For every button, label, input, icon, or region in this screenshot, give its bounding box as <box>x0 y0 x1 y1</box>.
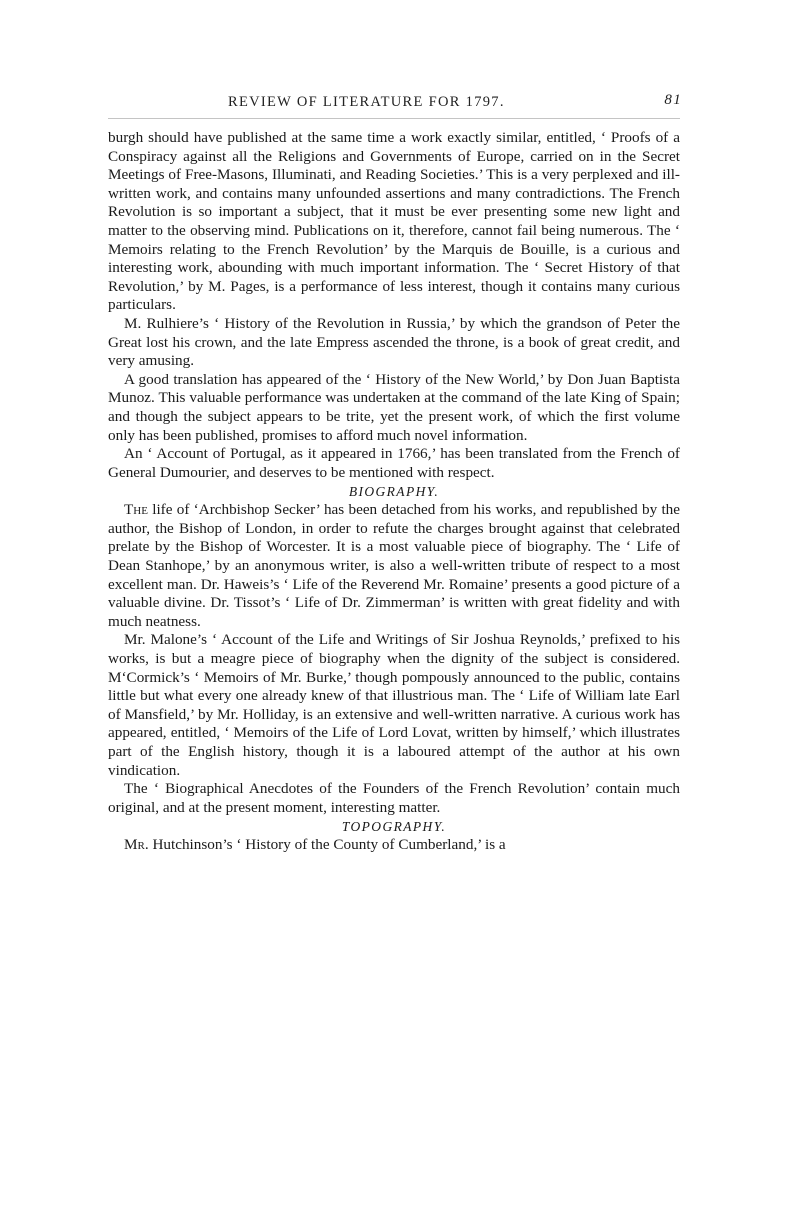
paragraph <box>108 501 680 631</box>
section-heading-topography: TOPOGRAPHY. <box>341 819 447 835</box>
page-number: 81 <box>664 92 682 108</box>
lead-word: Mr. <box>124 836 149 854</box>
body-text <box>108 129 680 855</box>
section-heading-biography: BIOGRAPHY. <box>348 484 440 500</box>
paragraph: burgh should have published at the same time a work exactly similar, entitled, ‘ Proofs of a Conspiracy against all the Religions and Governments of Europe, carried on in the Secret Meetings of Free-Masons, Illuminati, and Reading Societies.’ This is a very perplexed and ill-written work, and contains many unfounded assertions and many contradictions. The French Revolution is so important a subject, that it must be ever presenting some new light and matter to the observing mind. Publications on it, therefore, cannot fail being numerous. The ‘ Memoirs relating to the French Revolution’ by the Marquis de Bouille, is a curious and interesting work, abounding with much important information. The ‘ Secret History of that Revolution,’ by M. Pages, is a performance of less interest, though it contains many curious particulars. <box>108 129 680 314</box>
paragraph: The ‘ Biographical Anecdotes of the Founders of the French Revolution’ contain much original, and at the present moment, interesting matter. <box>108 780 680 816</box>
running-header <box>108 92 680 114</box>
lead-word: The <box>124 501 148 519</box>
paragraph <box>108 836 680 855</box>
paragraph: An ‘ Account of Portugal, as it appeared in 1766,’ has been translated from the French of General Dumourier, and deserves to be mentioned with respect. <box>108 445 680 481</box>
running-title: REVIEW OF LITERATURE FOR 1797. <box>228 94 505 110</box>
paragraph-text: life of ‘Archbishop Secker’ has been detached from his works, and republished by the author, the Bishop of London, in order to refute the charges brought against that celebrated prelate by the Bishop of Worcester. It is a most valuable piece of biography. The ‘ Life of Dean Stanhope,’ by an anonymous writer, is also a well-written tribute of respect to a most excellent man. Dr. Haweis’s ‘ Life of the Reverend Mr. Romaine’ presents a good picture of a valuable divine. Dr. Tissot’s ‘ Life of Dr. Zimmerman’ is written with great fidelity and with much neatness. <box>108 501 681 630</box>
paragraph: A good translation has appeared of the ‘ History of the New World,’ by Don Juan Baptista Munoz. This valuable performance was undertaken at the command of the late King of Spain; and though the subject appears to be trite, yet the present work, of which the first volume only has been published, promises to afford much novel information. <box>108 370 680 444</box>
page <box>108 92 680 855</box>
paragraph-text: Hutchinson’s ‘ History of the County of Cumberland,’ is a <box>152 836 506 854</box>
header-rule <box>108 118 680 119</box>
paragraph: Mr. Malone’s ‘ Account of the Life and Writings of Sir Joshua Reynolds,’ prefixed to his works, is but a meagre piece of biography when the dignity of the subject is considered. M‘Cormick’s ‘ Memoirs of Mr. Burke,’ though pompously announced to the public, contains little but what every one already knew of that illustrious man. The ‘ Life of William late Earl of Mansfield,’ by Mr. Holliday, is an extensive and well-written narrative. A curious work has appeared, entitled, ‘ Memoirs of the Life of Lord Lovat, written by himself,’ which illustrates part of the English history, though it is a laboured attempt of the author at his own vindication. <box>108 631 680 779</box>
paragraph: M. Rulhiere’s ‘ History of the Revolution in Russia,’ by which the grandson of Peter the Great lost his crown, and the late Empress ascended the throne, is a book of great credit, and very amusing. <box>108 314 680 370</box>
